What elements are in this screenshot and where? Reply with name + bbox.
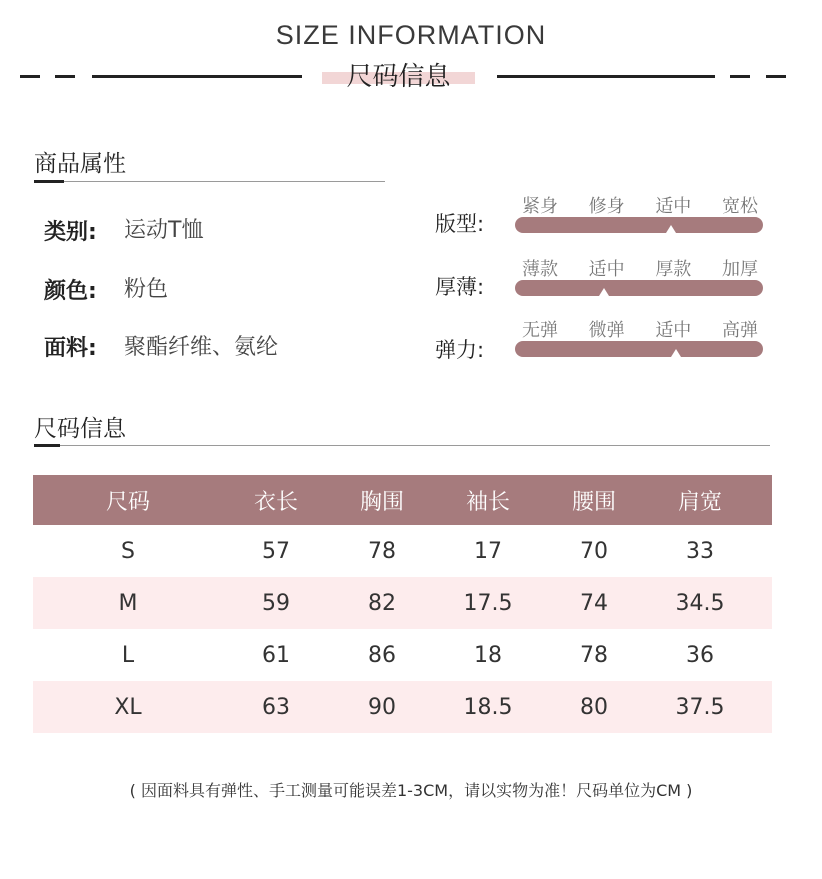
table-cell: 90 [368, 694, 396, 720]
header-cell-chest: 胸围 [359, 489, 404, 515]
table-cell: 61 [262, 642, 290, 668]
header-dash-right-2 [766, 75, 786, 78]
scale-thickness-bar [515, 280, 763, 296]
table-cell: 74 [580, 590, 608, 616]
table-cell: 82 [368, 590, 396, 616]
scale-thickness-label: 厚薄: [435, 275, 485, 299]
scale-fit-tick: 修身 [588, 196, 625, 217]
scale-fit-ticks [515, 192, 765, 218]
header-cell-shoulder: 肩宽 [677, 489, 722, 515]
table-cell: 18 [474, 642, 502, 668]
header-dash-left-2 [55, 75, 75, 78]
header-cell-sleeve: 袖长 [465, 489, 510, 515]
table-cell: 78 [580, 642, 608, 668]
size-section-title: 尺码信息 [34, 416, 126, 442]
scale-thickness-ticks [515, 255, 765, 281]
scale-elasticity-tick: 微弹 [588, 320, 625, 341]
scale-elasticity-label: 弹力: [435, 338, 485, 362]
scale-elasticity-indicator [671, 349, 681, 357]
header-title-cn: 尺码信息 [346, 62, 451, 92]
header-cell-waist: 腰围 [571, 489, 616, 515]
size-table [33, 475, 772, 733]
table-cell: 33 [686, 538, 714, 564]
scale-fit-indicator [666, 225, 676, 233]
table-cell: 37.5 [675, 694, 725, 720]
scale-elasticity-tick: 适中 [655, 320, 692, 341]
table-cell: 17.5 [463, 590, 513, 616]
table-cell: 70 [580, 538, 608, 564]
attr-color-label: 颜色: [44, 279, 97, 304]
size-footnote: ( 因面料具有弹性、手工测量可能误差1-3CM，请以实物为准！尺码单位为CM ) [129, 781, 693, 800]
table-cell: 34.5 [675, 590, 725, 616]
table-row [33, 577, 772, 629]
table-cell: L [121, 642, 135, 668]
attr-fabric-label: 面料: [44, 336, 97, 361]
scale-elasticity-ticks [515, 316, 765, 342]
header-dash-left-1 [20, 75, 40, 78]
header-cell-size: 尺码 [105, 489, 150, 515]
table-cell: M [118, 590, 138, 616]
scale-thickness-tick: 适中 [588, 259, 625, 280]
table-cell: 57 [262, 538, 290, 564]
attributes-section-divider [34, 181, 385, 182]
table-row [33, 629, 772, 681]
header-dash-right-1 [730, 75, 750, 78]
header-line-left [92, 75, 302, 78]
table-row [33, 681, 772, 733]
size-section-divider [34, 445, 770, 446]
scale-fit-label: 版型: [435, 212, 485, 236]
table-cell: 18.5 [463, 694, 513, 720]
attr-fabric-value: 聚酯纤维、氨纶 [124, 335, 279, 360]
size-section-accent [34, 444, 60, 447]
table-cell: S [121, 538, 135, 564]
table-row [33, 525, 772, 577]
scale-elasticity-tick: 无弹 [522, 320, 558, 341]
header-title-en: SIZE INFORMATION [275, 20, 547, 50]
scale-elasticity-bar [515, 341, 763, 357]
table-cell: 17 [474, 538, 502, 564]
scale-fit-bar [515, 217, 763, 233]
header-line-right [497, 75, 715, 78]
attributes-section-accent [34, 180, 64, 183]
size-table-header [33, 475, 772, 525]
header-cell-length: 衣长 [253, 489, 298, 515]
table-cell: 86 [368, 642, 396, 668]
scale-fit-tick: 紧身 [522, 196, 558, 217]
attr-category-value: 运动T恤 [124, 218, 204, 243]
attr-category-label: 类别: [44, 220, 97, 245]
table-cell: 63 [262, 694, 290, 720]
table-cell: 80 [580, 694, 608, 720]
scale-thickness-tick: 加厚 [721, 259, 758, 280]
table-cell: 36 [686, 642, 714, 668]
attr-color-value: 粉色 [124, 277, 169, 302]
scale-fit-tick: 适中 [655, 196, 692, 217]
attributes-section-title: 商品属性 [34, 151, 126, 177]
scale-thickness-indicator [599, 288, 609, 296]
table-cell: XL [114, 694, 142, 720]
scale-thickness-tick: 薄款 [522, 259, 558, 280]
table-cell: 78 [368, 538, 396, 564]
table-cell: 59 [262, 590, 290, 616]
scale-thickness-tick: 厚款 [655, 259, 692, 280]
scale-fit-tick: 宽松 [721, 196, 758, 217]
scale-elasticity-tick: 高弹 [721, 320, 758, 341]
